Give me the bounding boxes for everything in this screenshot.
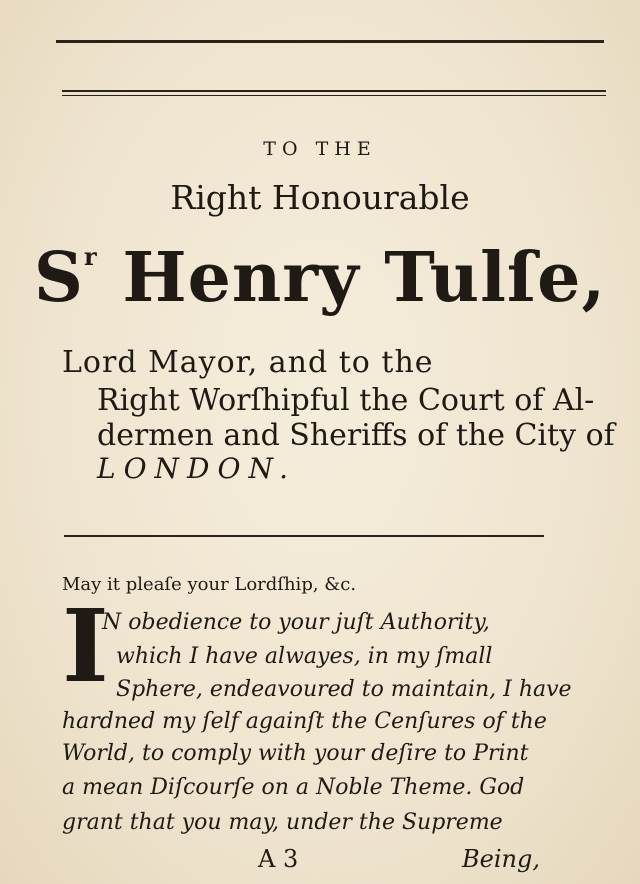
body-line-1: N obedience to your juſt Authority, xyxy=(102,610,490,635)
body-line-4: hardned my ſelf againſt the Cenſures of the xyxy=(62,709,547,734)
salutation: May it pleaſe your Lordſhip, &c. xyxy=(62,574,357,595)
title-line-1: Lord Mayor, and to the xyxy=(62,345,434,380)
catchword: Being, xyxy=(462,845,540,873)
title-line-2: Right Worſhipful the Court of Al- xyxy=(97,383,595,418)
title-line-4: LONDON. xyxy=(97,452,297,485)
header-rule-thin xyxy=(62,95,606,96)
body-line-7: grant that you may, under the Supreme xyxy=(62,810,503,835)
signature-mark: A 3 xyxy=(258,845,299,873)
body-line-5: World, to comply with your deſire to Print xyxy=(62,741,529,766)
body-line-6: a mean Diſcourſe on a Noble Theme. God xyxy=(62,775,525,800)
recipient-name xyxy=(0,238,640,318)
top-rule xyxy=(56,40,604,43)
body-line-2: which I have alwayes, in my ſmall xyxy=(116,644,493,669)
recipient-prefix: S xyxy=(33,238,84,318)
to-the-heading: TO THE xyxy=(263,138,377,160)
recipient-prefix-sup: r xyxy=(83,242,98,271)
title-line-3: dermen and Sheriffs of the City of xyxy=(97,418,615,453)
section-rule xyxy=(64,535,544,537)
header-rule xyxy=(62,90,606,92)
right-honourable-heading: Right Honourable xyxy=(170,178,470,217)
body-line-3: Sphere, endeavoured to maintain, I have xyxy=(116,677,572,702)
recipient-surname: Henry Tulſe, xyxy=(122,238,607,318)
drop-cap: I xyxy=(62,587,109,705)
